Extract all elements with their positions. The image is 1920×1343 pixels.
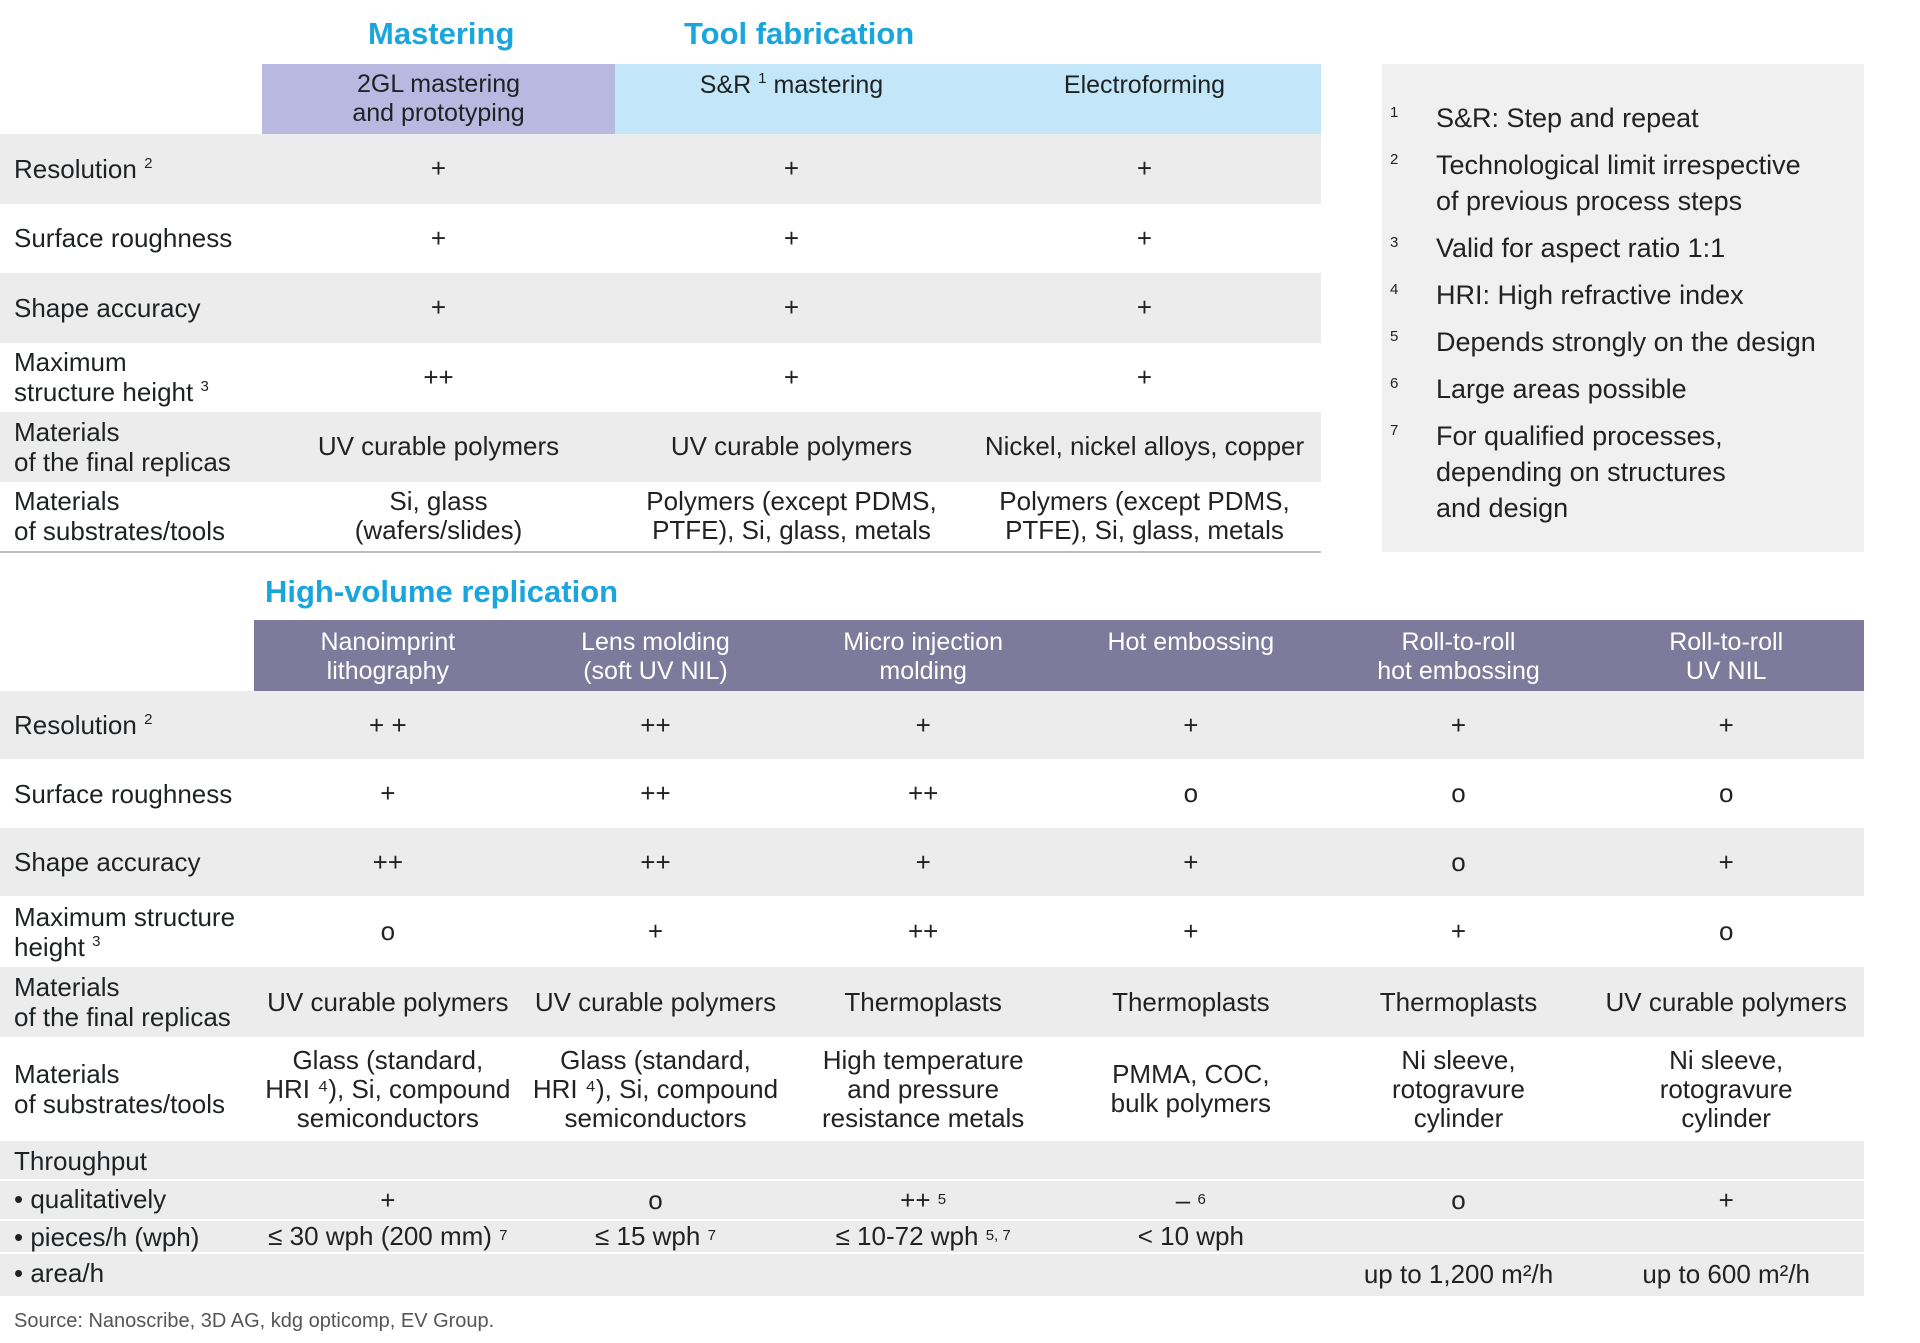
throughput-area-c6 xyxy=(1592,1256,1860,1292)
footnote-6 xyxy=(1382,371,1864,407)
bottom-cell-text-r2-c3: ++ xyxy=(907,778,939,808)
throughput-qual-c2 xyxy=(522,1183,790,1217)
bottom-cell-text-r3-c2: ++ xyxy=(640,846,671,877)
bottom-cell-r1-c2 xyxy=(522,691,790,759)
bottom-cell-text-r1-c2: ++ xyxy=(640,709,671,740)
footnote-text-3: Valid for aspect ratio 1:1 xyxy=(1436,233,1726,263)
top-row-label-main-2: Surface roughness xyxy=(14,223,233,254)
bottom-header-2 xyxy=(522,620,790,691)
top-cell-r1-c2 xyxy=(615,134,968,204)
bottom-cell-text-r5-c6: UV curable polymers xyxy=(1605,986,1847,1017)
bottom-header-3 xyxy=(789,620,1057,691)
bottom-cell-r2-c2 xyxy=(522,759,790,828)
top-header-label-1: 2GL mastering and prototyping xyxy=(352,70,525,127)
top-header-label-2: S&R xyxy=(699,71,752,99)
footnotes-box xyxy=(1382,64,1864,552)
bottom-cell-r2-c1 xyxy=(254,759,522,828)
bottom-cell-r3-c4 xyxy=(1057,828,1325,896)
top-cell-text-r5-c2: UV curable polymers xyxy=(670,431,913,462)
bottom-cell-r5-c3 xyxy=(789,967,1057,1037)
top-row-label-6 xyxy=(0,482,262,552)
bottom-row-label-text-6 xyxy=(14,1059,225,1119)
top-cell-r3-c1 xyxy=(262,273,615,343)
top-cell-r2-c1 xyxy=(262,204,615,274)
section-title-tool-fabrication: Tool fabrication xyxy=(684,16,915,51)
top-row-label-sup-4: 3 xyxy=(200,378,209,396)
throughput-area-c3 xyxy=(789,1256,1057,1292)
bottom-row-label-main-1: Resolution xyxy=(14,710,137,740)
bottom-cell-text-r4-c2: + xyxy=(647,916,664,946)
throughput-title xyxy=(0,1143,254,1179)
footnote-number-1: 1 xyxy=(1390,104,1399,121)
bottom-row-label-main-2: Surface roughness xyxy=(14,778,233,809)
bottom-cell-r5-c4 xyxy=(1057,967,1325,1037)
bottom-cell-r6-c2 xyxy=(522,1037,790,1141)
bottom-cell-r3-c3 xyxy=(789,828,1057,896)
bottom-row-label-sup-4: 3 xyxy=(92,932,101,950)
footnote-text-4: HRI: High refractive index xyxy=(1436,280,1744,310)
bottom-row-label-text-1 xyxy=(14,710,152,740)
bottom-cell-text-r4-c4: + xyxy=(1183,916,1199,946)
top-cell-text-r3-c3: + xyxy=(1136,292,1153,323)
top-row-label-text-3 xyxy=(14,293,200,323)
top-cell-r4-c1 xyxy=(262,343,615,413)
top-row-label-sup-1: 2 xyxy=(144,154,153,172)
bottom-cell-text-r3-c4: + xyxy=(1183,846,1199,877)
top-row-label-main-4: Maximum structure height xyxy=(14,347,194,408)
throughput-pieces-text-c1: ≤ 30 wph (200 mm) xyxy=(268,1220,492,1251)
bottom-cell-r1-c6 xyxy=(1592,691,1860,759)
bottom-cell-text-r6-c1: Glass (standard, HRI ⁴), Si, compound semiconductors xyxy=(265,1044,511,1133)
bottom-cell-r6-c1 xyxy=(254,1037,522,1141)
footnotes-list xyxy=(1382,100,1864,526)
bottom-row-label-main-6: Materials of substrates/tools xyxy=(14,1059,225,1119)
bottom-cell-text-r5-c4: Thermoplasts xyxy=(1112,986,1270,1017)
top-cell-text-r1-c1: + xyxy=(430,153,447,184)
bottom-cell-text-r2-c2: ++ xyxy=(640,778,671,808)
bottom-cell-text-r3-c5: o xyxy=(1451,846,1466,877)
top-cell-r5-c1 xyxy=(262,412,615,482)
throughput-qual-text-c3: ++ xyxy=(900,1184,931,1215)
throughput-area-text-c5: up to 1,200 m²/h xyxy=(1363,1258,1554,1289)
top-header-text-1 xyxy=(352,70,524,128)
throughput-pieces-c5 xyxy=(1325,1219,1593,1253)
bottom-cell-text-r2-c6: o xyxy=(1718,778,1734,808)
throughput-pieces-text-c4: < 10 wph xyxy=(1137,1220,1244,1251)
bottom-cell-text-r2-c5: o xyxy=(1451,778,1466,808)
footnote-number-5: 5 xyxy=(1390,328,1399,345)
top-row-label-main-3: Shape accuracy xyxy=(14,292,201,323)
bottom-cell-r5-c5 xyxy=(1325,967,1593,1037)
source-note: Source: Nanoscribe, 3D AG, kdg opticomp, EV Group. xyxy=(14,1310,495,1332)
bottom-cell-r4-c5 xyxy=(1325,896,1593,967)
throughput-separator-1 xyxy=(0,1179,1864,1181)
throughput-pieces-text-c2: ≤ 15 wph xyxy=(595,1220,701,1251)
bottom-cell-r3-c2 xyxy=(522,828,790,896)
bottom-cell-r1-c4 xyxy=(1057,691,1325,759)
top-cell-text-r2-c3: + xyxy=(1136,222,1153,253)
top-cell-text-r1-c3: + xyxy=(1136,153,1153,184)
top-header-text-2 xyxy=(700,71,883,100)
bottom-cell-text-r3-c3: + xyxy=(915,846,931,877)
top-cell-r1-c1 xyxy=(262,134,615,204)
throughput-area-label xyxy=(0,1255,254,1291)
top-header-label-after-2: mastering xyxy=(773,71,884,99)
throughput-qual-text-c5: o xyxy=(1451,1184,1466,1215)
throughput-qual-c3: ++ 5 xyxy=(900,1184,947,1215)
top-cell-r4-c2 xyxy=(615,343,968,413)
throughput-pieces-label-text: • pieces/h (wph) xyxy=(14,1222,200,1252)
bottom-cell-r2-c6 xyxy=(1592,759,1860,828)
bottom-cell-text-r1-c6: + xyxy=(1718,709,1734,740)
bottom-header-label-2: Lens molding (soft UV NIL) xyxy=(581,628,730,685)
bottom-row-label-5 xyxy=(0,967,254,1037)
top-row-label-text-1 xyxy=(14,154,152,184)
bottom-cell-r2-c5 xyxy=(1325,759,1593,828)
top-row-label-4 xyxy=(0,343,262,413)
top-cell-text-r5-c3: Nickel, nickel alloys, copper xyxy=(984,431,1305,462)
bottom-cell-text-r6-c5: Ni sleeve, rotogravure cylinder xyxy=(1392,1044,1525,1133)
bottom-cell-text-r1-c1: + + xyxy=(369,709,407,740)
bottom-cell-text-r1-c4: + xyxy=(1183,709,1199,740)
bottom-cell-text-r3-c1: ++ xyxy=(372,846,404,877)
bottom-cell-text-r5-c3: Thermoplasts xyxy=(844,986,1002,1017)
top-cell-text-r1-c2: + xyxy=(783,153,800,184)
bottom-header-6 xyxy=(1592,620,1860,691)
top-cell-text-r3-c1: + xyxy=(430,292,447,323)
bottom-cell-text-r1-c5: + xyxy=(1450,709,1467,740)
bottom-header-1 xyxy=(254,620,522,691)
bottom-cell-r4-c3 xyxy=(789,896,1057,967)
throughput-pieces-c2: ≤ 15 wph 7 xyxy=(595,1220,716,1251)
throughput-area-c2 xyxy=(522,1256,790,1292)
top-cell-text-r2-c2: + xyxy=(783,222,800,253)
top-cell-text-r4-c2: + xyxy=(783,361,800,392)
top-cell-text-r5-c1: UV curable polymers xyxy=(317,431,560,462)
bottom-header-label-3: Micro injection molding xyxy=(843,628,1004,685)
top-cell-r6-c3 xyxy=(968,482,1321,552)
top-header-sup-2: 1 xyxy=(758,70,767,87)
bottom-cell-r1-c3 xyxy=(789,691,1057,759)
bottom-cell-r6-c3 xyxy=(789,1037,1057,1141)
bottom-row-label-main-4: Maximum structure height xyxy=(14,901,236,962)
top-cell-text-r6-c2: Polymers (except PDMS, PTFE), Si, glass, metals xyxy=(646,486,937,546)
top-cell-r3-c2 xyxy=(615,273,968,343)
bottom-cell-r5-c1 xyxy=(254,967,522,1037)
bottom-row-label-main-3: Shape accuracy xyxy=(14,847,201,877)
top-row-label-text-6 xyxy=(14,486,225,546)
throughput-pieces-c3: ≤ 10-72 wph 5, 7 xyxy=(835,1220,1011,1251)
bottom-row-label-1 xyxy=(0,691,254,759)
bottom-cell-r3-c6 xyxy=(1592,828,1860,896)
top-cell-r6-c2 xyxy=(615,482,968,552)
bottom-cell-r2-c4 xyxy=(1057,759,1325,828)
bottom-row-label-sup-1: 2 xyxy=(144,711,153,728)
bottom-row-label-text-3 xyxy=(14,847,200,877)
top-cell-r6-c1 xyxy=(262,482,615,552)
top-cell-r3-c3 xyxy=(968,273,1321,343)
bottom-header-4 xyxy=(1057,620,1325,691)
top-cell-r2-c3 xyxy=(968,204,1321,274)
bottom-cell-text-r2-c1: + xyxy=(380,778,396,808)
footnote-1 xyxy=(1382,100,1864,136)
throughput-pieces-label xyxy=(0,1219,254,1255)
bottom-header-5 xyxy=(1325,620,1593,691)
bottom-cell-text-r2-c4: o xyxy=(1183,778,1199,808)
bottom-cell-r1-c5 xyxy=(1325,691,1593,759)
footnote-text-2: Technological limit irrespective of previous process steps xyxy=(1436,150,1801,216)
bottom-cell-text-r4-c1: o xyxy=(380,916,396,946)
top-row-label-5 xyxy=(0,412,262,482)
footnote-number-3: 3 xyxy=(1390,234,1399,251)
bottom-row-label-4 xyxy=(0,896,254,967)
bottom-cell-r6-c5 xyxy=(1325,1037,1593,1141)
footnote-text-5: Depends strongly on the design xyxy=(1436,327,1816,357)
top-row-label-main-1: Resolution xyxy=(14,153,137,184)
throughput-area-text-c6: up to 600 m²/h xyxy=(1642,1258,1810,1289)
bottom-cell-text-r5-c1: UV curable polymers xyxy=(267,986,509,1017)
bottom-header-label-5: Roll-to-roll hot embossing xyxy=(1377,628,1540,685)
top-cell-r5-c2 xyxy=(615,412,968,482)
bottom-cell-text-r6-c2: Glass (standard, HRI ⁴), Si, compound semiconductors xyxy=(532,1044,779,1133)
top-header-2 xyxy=(615,64,968,134)
footnote-4 xyxy=(1382,277,1864,313)
bottom-cell-text-r3-c6: + xyxy=(1718,846,1734,877)
bottom-cell-r4-c1 xyxy=(254,896,522,967)
throughput-pieces-c1: ≤ 30 wph (200 mm) 7 xyxy=(268,1220,508,1251)
top-row-label-main-6: Materials of substrates/tools xyxy=(14,486,225,547)
throughput-area-c1 xyxy=(254,1256,522,1292)
footnote-number-7: 7 xyxy=(1390,422,1399,439)
throughput-pieces-text-c3: ≤ 10-72 wph xyxy=(835,1220,979,1251)
bottom-row-label-2 xyxy=(0,759,254,828)
footnote-number-2: 2 xyxy=(1390,151,1399,168)
top-cell-text-r6-c3: Polymers (except PDMS, PTFE), Si, glass, metals xyxy=(999,486,1290,546)
throughput-qual-c5 xyxy=(1325,1183,1593,1217)
bottom-header-label-4: Hot embossing xyxy=(1107,628,1275,656)
bottom-cell-r6-c6 xyxy=(1592,1037,1860,1141)
top-row-label-text-2 xyxy=(14,223,232,253)
throughput-area-c4 xyxy=(1057,1256,1325,1292)
throughput-qual-c4: – 6 xyxy=(1175,1184,1206,1215)
top-row-label-3 xyxy=(0,273,262,343)
top-table-bottom-rule xyxy=(0,551,1321,553)
throughput-qual-c1 xyxy=(254,1183,522,1217)
top-row-label-1 xyxy=(0,134,262,204)
bottom-cell-text-r5-c2: UV curable polymers xyxy=(534,986,777,1017)
bottom-cell-text-r6-c4: PMMA, COC, bulk polymers xyxy=(1110,1059,1272,1118)
section-title-mastering: Mastering xyxy=(368,16,515,51)
top-cell-r5-c3 xyxy=(968,412,1321,482)
bottom-cell-r4-c6 xyxy=(1592,896,1860,967)
footnote-3 xyxy=(1382,230,1864,266)
footnote-number-6: 6 xyxy=(1390,375,1399,392)
throughput-qual-text-c2: o xyxy=(648,1184,663,1215)
bottom-cell-r3-c1 xyxy=(254,828,522,896)
top-row-label-2 xyxy=(0,204,262,274)
throughput-area-label-text: • area/h xyxy=(14,1258,105,1288)
section-title-high-volume-replication: High-volume replication xyxy=(265,574,619,609)
bottom-row-label-text-4 xyxy=(14,902,235,962)
throughput-qualitatively-label-text: • qualitatively xyxy=(14,1184,167,1214)
top-header-label-3: Electroforming xyxy=(1063,71,1226,99)
footnote-5 xyxy=(1382,324,1864,360)
top-header-text-3 xyxy=(1064,71,1225,100)
top-header-1 xyxy=(262,64,615,134)
throughput-title-text: Throughput xyxy=(14,1146,147,1176)
bottom-cell-text-r5-c5: Thermoplasts xyxy=(1379,986,1538,1017)
footnote-text-7: For qualified processes, depending on structures and design xyxy=(1436,421,1726,523)
top-row-label-text-5 xyxy=(14,417,231,477)
footnote-text-6: Large areas possible xyxy=(1436,374,1687,404)
bottom-cell-text-r4-c3: ++ xyxy=(907,916,939,946)
top-cell-text-r4-c1: ++ xyxy=(423,361,454,392)
top-cell-text-r4-c3: + xyxy=(1136,361,1153,392)
bottom-cell-text-r4-c6: o xyxy=(1718,916,1734,946)
bottom-cell-text-r1-c3: + xyxy=(915,709,931,740)
bottom-cell-r4-c4 xyxy=(1057,896,1325,967)
top-cell-r1-c3 xyxy=(968,134,1321,204)
bottom-header-label-1: Nanoimprint lithography xyxy=(320,628,456,685)
bottom-cell-r3-c5 xyxy=(1325,828,1593,896)
throughput-pieces-c4 xyxy=(1057,1219,1325,1253)
throughput-qual-text-c4: – xyxy=(1175,1184,1191,1215)
top-cell-r4-c3 xyxy=(968,343,1321,413)
top-header-3 xyxy=(968,64,1321,134)
bottom-cell-text-r6-c3: High temperature and pressure resistance metals xyxy=(822,1044,1025,1133)
footnote-2 xyxy=(1382,147,1864,219)
bottom-row-label-6 xyxy=(0,1037,254,1141)
footnote-text-1: S&R: Step and repeat xyxy=(1436,103,1699,133)
throughput-qualitatively-label xyxy=(0,1181,254,1217)
footnote-7 xyxy=(1382,418,1864,526)
throughput-area-c5 xyxy=(1325,1256,1593,1292)
bottom-cell-text-r6-c6: Ni sleeve, rotogravure cylinder xyxy=(1659,1044,1793,1133)
bottom-row-label-text-2 xyxy=(14,779,232,809)
top-row-label-main-5: Materials of the final replicas xyxy=(14,416,231,477)
footnote-number-4: 4 xyxy=(1390,281,1399,298)
bottom-row-label-main-5: Materials of the final replicas xyxy=(14,972,231,1032)
bottom-row-label-text-5 xyxy=(14,972,231,1032)
bottom-cell-r6-c4 xyxy=(1057,1037,1325,1141)
throughput-qual-text-c1: + xyxy=(380,1184,396,1215)
top-row-label-text-4 xyxy=(14,347,209,407)
bottom-row-label-3 xyxy=(0,828,254,896)
throughput-qual-c6 xyxy=(1592,1183,1860,1217)
bottom-cell-r1-c1 xyxy=(254,691,522,759)
throughput-pieces-c6 xyxy=(1592,1219,1860,1253)
bottom-cell-r2-c3 xyxy=(789,759,1057,828)
top-cell-text-r2-c1: + xyxy=(430,222,447,253)
bottom-cell-text-r4-c5: + xyxy=(1450,916,1467,946)
bottom-cell-r4-c2 xyxy=(522,896,790,967)
top-cell-text-r3-c2: + xyxy=(783,292,800,323)
top-cell-r2-c2 xyxy=(615,204,968,274)
top-cell-text-r6-c1: Si, glass (wafers/slides) xyxy=(354,486,523,546)
bottom-cell-r5-c6 xyxy=(1592,967,1860,1037)
bottom-cell-r5-c2 xyxy=(522,967,790,1037)
bottom-header-label-6: Roll-to-roll UV NIL xyxy=(1669,628,1784,685)
throughput-qual-text-c6: + xyxy=(1718,1184,1734,1215)
